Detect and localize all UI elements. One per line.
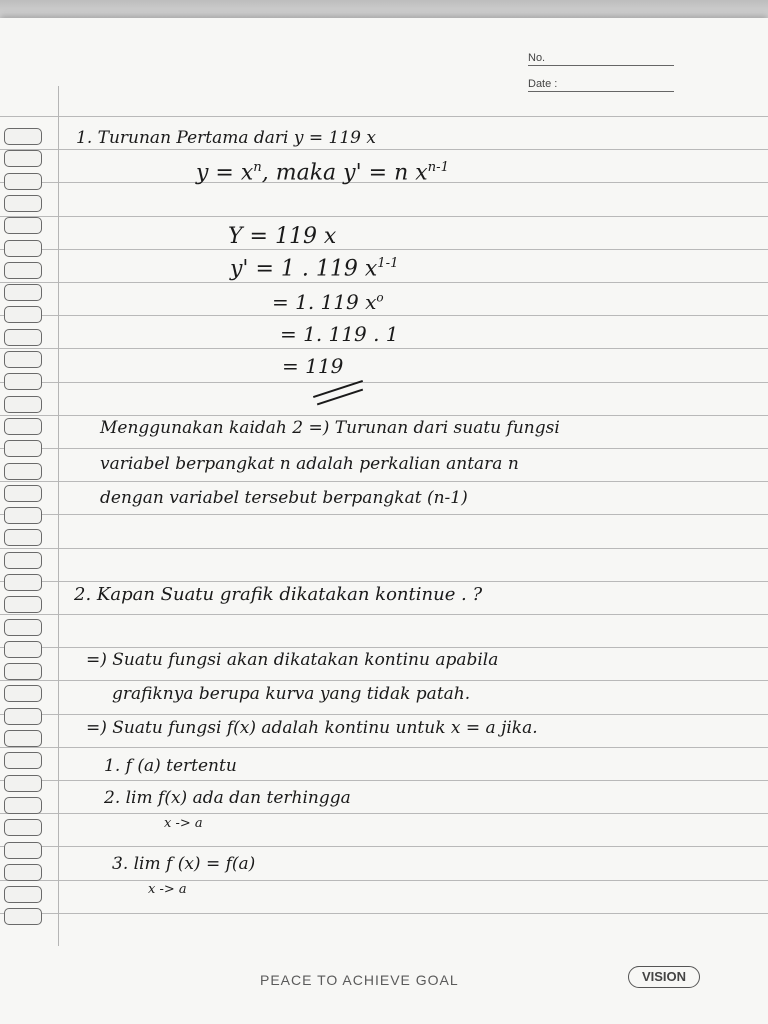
ruled-line — [0, 880, 768, 881]
power-rule-mid: , maka y' = n x — [261, 160, 428, 186]
ruled-line — [0, 116, 768, 117]
binding-ring — [4, 329, 42, 346]
ruled-line — [0, 448, 768, 449]
date-label: Date : — [528, 78, 558, 90]
binding-ring — [4, 463, 42, 480]
binding-ring — [4, 596, 42, 613]
ruled-line — [0, 913, 768, 914]
binding-ring — [4, 886, 42, 903]
ruled-line — [0, 581, 768, 582]
binding-ring — [4, 507, 42, 524]
ruled-line — [0, 249, 768, 250]
margin-line — [58, 86, 59, 946]
binding-ring — [4, 284, 42, 301]
binding-ring — [4, 797, 42, 814]
footer-motto: PEACE TO ACHIEVE GOAL — [260, 972, 459, 988]
binding-ring — [4, 440, 42, 457]
binding-ring — [4, 842, 42, 859]
step-3-exp: o — [376, 290, 384, 305]
binding-ring — [4, 195, 42, 212]
step-4: = 1. 119 . 1 — [280, 322, 399, 346]
condition-2: 2. lim f(x) ada dan terhingga — [104, 788, 351, 808]
binding-ring — [4, 685, 42, 702]
binding-ring — [4, 552, 42, 569]
binding-ring — [4, 373, 42, 390]
power-rule-exp2: n-1 — [427, 160, 449, 175]
ruled-line — [0, 282, 768, 283]
page-top-shadow — [0, 0, 768, 18]
ruled-line — [0, 813, 768, 814]
ruled-line — [0, 216, 768, 217]
binding-ring — [4, 240, 42, 257]
binding-ring — [4, 730, 42, 747]
no-line — [528, 65, 674, 66]
q1-title: 1. Turunan Pertama dari y = 119 x — [76, 128, 376, 148]
step-2 — [230, 256, 399, 281]
ruled-line — [0, 481, 768, 482]
ruled-line — [0, 647, 768, 648]
explain-line-1: Menggunakan kaidah 2 =) Turunan dari suatu fungsi — [100, 418, 560, 438]
condition-1: 1. f (a) tertentu — [104, 756, 237, 776]
explain-line-2: variabel berpangkat n adalah perkalian antara n — [100, 454, 519, 474]
binding-ring — [4, 641, 42, 658]
condition-3: 3. lim f (x) = f(a) — [112, 854, 256, 874]
binding-ring — [4, 351, 42, 368]
answer-2: =) Suatu fungsi f(x) adalah kontinu untuk x = a jika. — [86, 718, 538, 738]
step-5: = 119 — [282, 354, 344, 378]
binding-ring — [4, 128, 42, 145]
q2-question: 2. Kapan Suatu grafik dikatakan kontinue . ? — [74, 584, 483, 605]
binding-ring — [4, 396, 42, 413]
condition-3-limit: x -> a — [148, 882, 187, 897]
date-line — [528, 91, 674, 92]
power-rule-exp: n — [253, 160, 262, 175]
ruled-line — [0, 149, 768, 150]
power-rule — [196, 160, 449, 185]
ruled-line — [0, 382, 768, 383]
ruled-line — [0, 514, 768, 515]
binding-ring — [4, 173, 42, 190]
no-label: No. — [528, 52, 546, 64]
ruled-line — [0, 747, 768, 748]
binding-ring — [4, 485, 42, 502]
binding-ring — [4, 864, 42, 881]
brand-logo: VISION — [628, 966, 700, 988]
binding-ring — [4, 908, 42, 925]
binding-ring — [4, 752, 42, 769]
step-2-exp: 1-1 — [377, 256, 399, 271]
answer-1-line-1: =) Suatu fungsi akan dikatakan kontinu apabila — [86, 650, 499, 670]
binding-ring — [4, 529, 42, 546]
binding-ring — [4, 262, 42, 279]
ruled-line — [0, 348, 768, 349]
binding-ring — [4, 619, 42, 636]
ruled-line — [0, 315, 768, 316]
ruled-line — [0, 548, 768, 549]
condition-2-limit: x -> a — [164, 816, 203, 831]
binding-ring — [4, 150, 42, 167]
binding-ring — [4, 217, 42, 234]
answer-1-line-2: grafiknya berupa kurva yang tidak patah. — [112, 684, 471, 704]
ruled-line — [0, 780, 768, 781]
explain-line-3: dengan variabel tersebut berpangkat (n-1) — [100, 488, 468, 508]
power-rule-lhs: y = x — [196, 160, 254, 186]
binding-ring — [4, 819, 42, 836]
step-3 — [272, 290, 384, 314]
ruled-line — [0, 846, 768, 847]
binding-ring — [4, 775, 42, 792]
ruled-line — [0, 714, 768, 715]
ruled-line — [0, 680, 768, 681]
ruled-line — [0, 415, 768, 416]
binding-ring — [4, 663, 42, 680]
binding-ring — [4, 708, 42, 725]
step-1: Y = 119 x — [228, 224, 337, 249]
binding-ring — [4, 574, 42, 591]
step-2-lhs: y' = 1 . 119 x — [230, 256, 378, 282]
step-3-lhs: = 1. 119 x — [272, 290, 377, 314]
binding-ring — [4, 418, 42, 435]
binding-ring — [4, 306, 42, 323]
ruled-line — [0, 614, 768, 615]
